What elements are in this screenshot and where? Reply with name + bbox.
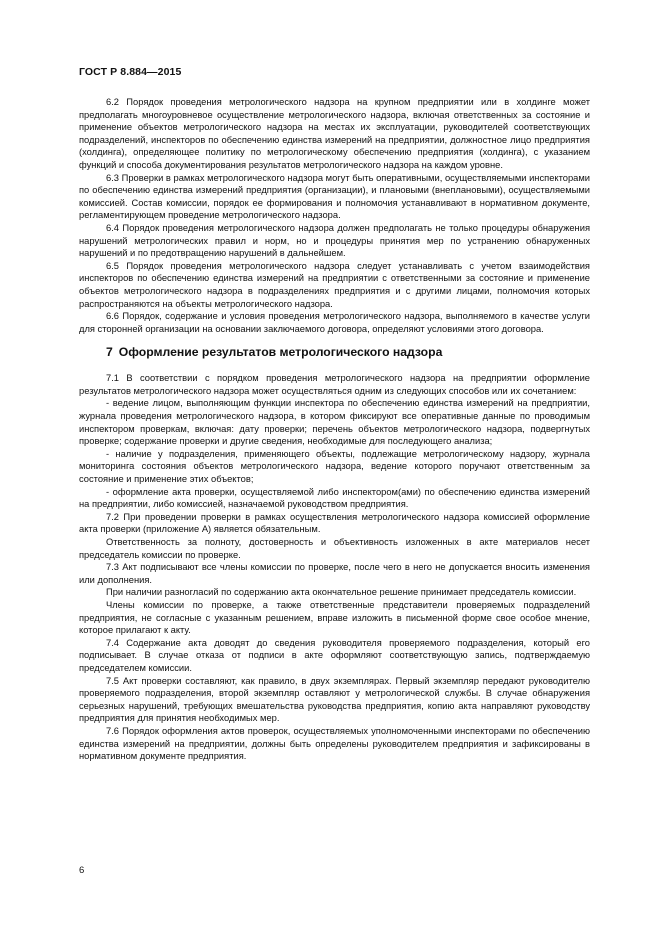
paragraph-6-3: 6.3 Проверки в рамках метрологического надзора могут быть оперативными, осуществляемыми инспекторами по обеспечению единства измерений предприятия (организации), и плановыми (внеплановыми), осуществляемыми комиссией. Состав комиссии, порядок ее формирования и полномочия устанавливают в нормативном документе, регламентирующем проведение метрологического надзора. (79, 172, 590, 221)
paragraph-7-6: 7.6 Порядок оформления актов проверок, осуществляемых уполномоченными инспекторами по обеспечению единства измерений на предприятии, должны быть определены руководителем предприятия и зафиксированы в нормативном документе предприятия. (79, 725, 590, 762)
paragraph-dissenting-opinion: Члены комиссии по проверке, а также ответственные представители проверяемых подразделений предприятия, не согласные с указанным решением, вправе изложить в письменной форме свое особое мнение, которое прилагают к акту. (79, 599, 590, 636)
list-item-inspection-act: - оформление акта проверки, осуществляемой либо инспектором(ами) по обеспечению единства измерений на предприятии, либо комиссией, назначаемой руководством предприятия. (79, 486, 590, 510)
section-heading (79, 345, 590, 360)
document-code-header: ГОСТ Р 8.884—2015 (79, 66, 182, 78)
paragraph-6-6: 6.6 Порядок, содержание и условия проведения метрологического надзора, выполняемого в качестве услуги для сторонней организации на основании заключаемого договора, определяют условиями этого договора. (79, 311, 590, 334)
paragraph-7-1: 7.1 В соответствии с порядком проведения метрологического надзора на предприятии оформление результатов метрологического надзора может осуществляться одним из следующих способов или их сочетанием: (79, 373, 590, 396)
page-number: 6 (79, 865, 85, 876)
section-number: 7 (106, 345, 113, 360)
paragraph-disagreements: При наличии разногласий по содержанию акта окончательное решение принимает председатель комиссии. (106, 587, 577, 598)
paragraph-7-4: 7.4 Содержание акта доводят до сведения руководителя проверяемого подразделения, который его подписывает. В случае отказа от подписи в акте оформляют соответствующую запись, подтверждаемую председателем комиссии. (79, 637, 590, 673)
section-title: Оформление результатов метрологического надзора (118, 345, 443, 360)
paragraph-7-3: 7.3 Акт подписывают все члены комиссии по проверке, после чего в него не допускается вносить изменения или дополнения. (79, 562, 590, 585)
paragraph-responsibility: Ответственность за полноту, достоверность и объективность изложенных в акте материалов несет председатель комиссии по проверке. (79, 537, 590, 560)
paragraph-6-4: 6.4 Порядок проведения метрологического надзора должен предполагать не только процедуры обнаружения нарушений метрологических правил и норм, но и процедуры принятия мер по устранению обнаруженных нарушений и по предотвращению нарушений в дальнейшем. (79, 222, 590, 259)
list-item-journal: - ведение лицом, выполняющим функции инспектора по обеспечению единства измерений на предприятии, журнала проведения метрологического надзора, в котором фиксируют все оперативные данные по проводимым инспектором проверкам, включая: дату проверки; перечень объектов метрологического надзора, подвергнутых проверке; содержание проверки и другие сведения, необходимые для последующего анализа; (79, 398, 590, 447)
paragraph-6-5: 6.5 Порядок проведения метрологического надзора следует устанавливать с учетом взаимодействия инспекторов по обеспечению единства измерений на предприятии с ответственными за состояние и применение объектов метрологического надзора в подразделениях предприятия и с другими лицами, полномочия которых распространяются на объекты метрологического надзора. (79, 260, 590, 309)
paragraph-7-5: 7.5 Акт проверки составляют, как правило, в двух экземплярах. Первый экземпляр передают руководителю проверяемого подразделения, второй экземпляр оставляют у метрологической службы. В случае обнаружения серьезных нарушений, требующих вмешательства руководства предприятия, копию акта направляют руководству предприятия для принятия необходимых мер. (79, 675, 590, 724)
document-body (79, 96, 590, 763)
list-item-monitoring-journal: - наличие у подразделения, применяющего объекты, подлежащие метрологическому надзору, журнала мониторинга состояния объектов метрологического надзора, ведение которого поручают ответственным за состояние и применение этих объектов; (79, 448, 590, 485)
paragraph-6-2: 6.2 Порядок проведения метрологического надзора на крупном предприятии или в холдинге может предполагать многоуровневое осуществление метрологического надзора, включая ответственных за состояние и применение объектов метрологического надзора на местах их эксплуатации, руководителей соответствующих подразделений, инспекторов по обеспечению единства измерений на предприятии, должностное лицо предприятия (холдинга), определяющее политику по метрологическому обеспечению предприятия (холдинга), с указанием функций и способа документирования результатов метрологического надзора на каждом уровне. (79, 97, 590, 170)
paragraph-7-2: 7.2 При проведении проверки в рамках осуществления метрологического надзора комиссией оформление акта проверки (приложение А) является обязательным. (79, 511, 590, 535)
